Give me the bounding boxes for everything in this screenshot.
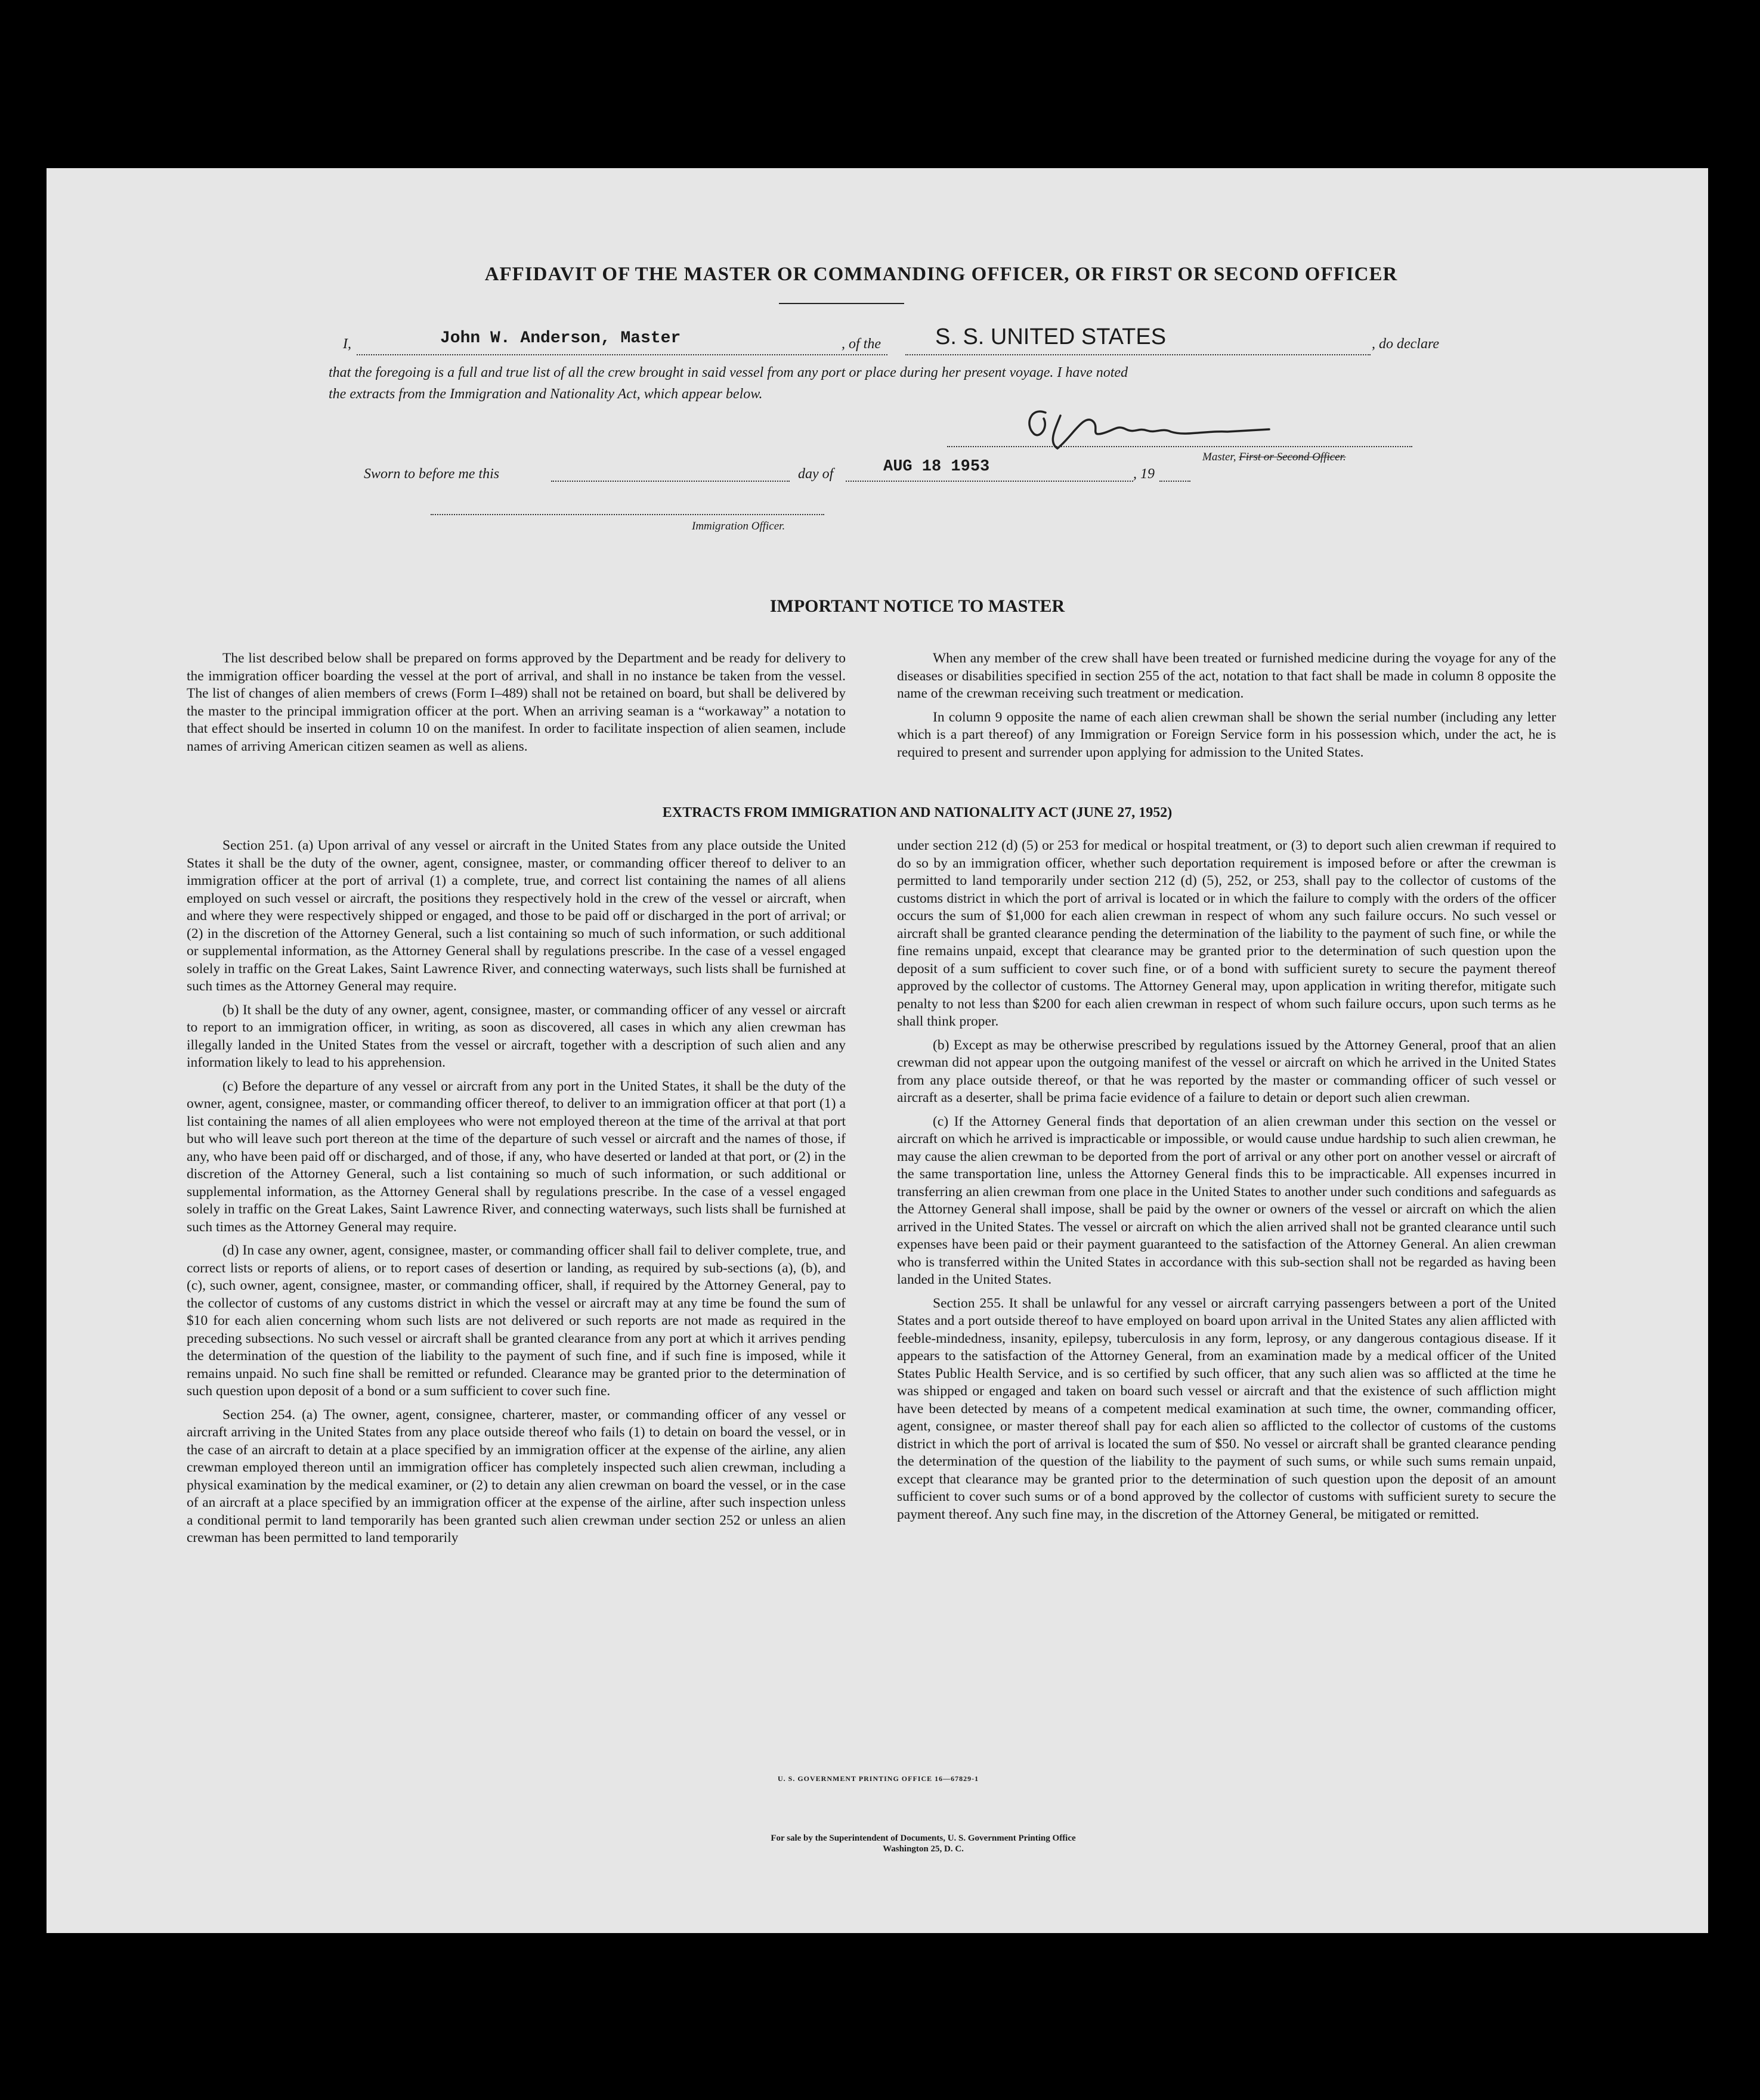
declaration-i-label: I, <box>343 336 351 352</box>
section-251-b: (b) It shall be the duty of any owner, agent, consignee, master, or commanding officer of any vessel or aircraft to report to an immigration officer, in writing, as soon as discovered, all cases in which any alien crewman has illegally landed in the United States from the vessel or aircraft, together with a description of such alien and any information likely to lead to his apprehension. <box>187 1002 846 1070</box>
declaration-body-line1: that the foregoing is a full and true list of all the crew brought in said vessel from any port or place during her present voyage. I have noted <box>329 365 1128 380</box>
title-rule <box>779 303 904 304</box>
section-251-d: (d) In case any owner, agent, consignee, master, or commanding officer shall fail to deliver complete, true, and correct lists or reports of aliens, or to report cases of desertion or landing, as required by sub-sections (a), (b), and (c), such owner, agent, consignee, master, or commanding officer, shall, if required by the Attorney General, pay to the collector of customs of any customs district in which the vessel or aircraft may at any time be found the sum of $10 for each alien concerning whom such lists are not delivered or such reports are not made as required in the preceding subsections. No such vessel or aircraft shall be granted clearance from any port at which it arrives pending the determination of the question of the liability to the payment of such fine, and if such fine is imposed, while it remains unpaid. No such fine shall be remitted or refunded. Clearance may be granted prior to the determination of such question upon deposit of a bond or a sum sufficient to cover such fine. <box>187 1243 846 1399</box>
signature-line <box>947 446 1412 447</box>
section-254-a-cont: under section 212 (d) (5) or 253 for medical or hospital treatment, or (3) to deport such alien crewman if required to do so by an immigration officer, whether such deportation requirement is imposed before or after the crewman is permitted to land temporarily under section 212 (d) (5), 252, or 253, shall pay to the collector of customs of the customs district in which the port of arrival is located or in which the failure to comply with the orders of the officer occurs the sum of $1,000 for each alien crewman in respect of whom any such failure occurs. No such vessel or aircraft shall be granted clearance pending the determination of the liability to the payment of such fine, or while the fine remains unpaid, except that clearance may be granted prior to the determination of such question upon the deposit of a sum sufficient to cover such fine, or of a bond with sufficient surety to secure the payment thereof approved by the collector of customs. The Attorney General may, upon application in writing therefor, mitigate such penalty to not less than $200 for each alien crewman in respect of whom such failure occurs, upon such terms as he shall think proper. <box>897 838 1556 1029</box>
notice-left-column <box>187 650 846 761</box>
document-page <box>47 168 1708 1933</box>
immigration-officer-line <box>431 514 824 515</box>
notice-right-paragraph-1: When any member of the crew shall have been treated or furnished medicine during the voyage for any of the diseases or disabilities specified in section 255 of the act, notation to that fact shall be made in column 8 opposite the name of the crewman receiving such treatment or medication. <box>897 651 1556 701</box>
extracts-title: EXTRACTS FROM IMMIGRATION AND NATIONALITY ACT (JUNE 27, 1952) <box>662 805 1173 820</box>
immigration-officer-label: Immigration Officer. <box>692 520 785 532</box>
printing-office-line: U. S. GOVERNMENT PRINTING OFFICE 16—67829-1 <box>778 1774 979 1783</box>
signer-title-struck: First or Second Officer. <box>1239 451 1346 463</box>
notice-right-column <box>897 650 1556 767</box>
signer-title <box>1202 451 1346 464</box>
vessel-name-line <box>905 354 1371 355</box>
section-254-a: Section 254. (a) The owner, agent, consignee, charterer, master, or commanding officer of any vessel or aircraft arriving in the United States from any place outside thereof who fails (1) to detain on board the vessel, or in the case of an aircraft to detain at a place specified by an immigration officer at the expense of the airline, any alien crewman employed thereon until an immigration officer has completely inspected such alien crewman, including a physical examination by the medical examiner, or (2) to detain any alien crewman on board the vessel, or in the case of an aircraft at a place specified by an immigration officer at the expense of the airline, after such inspection unless a conditional permit to land temporarily has been granted such alien crewman under section 252 or unless an alien crewman has been permitted to land temporarily <box>187 1407 846 1545</box>
extracts-right-column <box>897 837 1556 1529</box>
sworn-label: Sworn to before me this <box>364 466 500 482</box>
section-255: Section 255. It shall be unlawful for any vessel or aircraft carrying passengers between a port of the United States and a port outside thereof to have employed on board upon arrival in the United States any alien afflicted with feeble-mindedness, insanity, epilepsy, tuberculosis in any form, leprosy, or any dangerous contagious disease. If it appears to the satisfaction of the Attorney General, from an examination made by a medical officer of the United States Public Health Service, and is so certified by such officer, that any such alien was so afflicted at the time he was shipped or engaged and taken on board such vessel or aircraft and that the existence of such affliction might have been detected by means of a competent medical examination at such time, the owner, commanding officer, agent, consignee, or master thereof shall pay for each alien so afflicted to the collector of customs of the customs district in which the port of arrival is located the sum of $50. No vessel or aircraft shall be granted clearance pending the determination of the question of the liability to the payment of such sums, or while such sums remain unpaid, except that clearance may be granted prior to the determination of such question upon the deposit of an amount sufficient to cover such sums or of a bond approved by the collector of customs with sufficient surety to secure the payment thereof. Any such fine may, in the discretion of the Attorney General, be mitigated or remitted. <box>897 1295 1556 1522</box>
signer-title-master: Master, <box>1202 451 1239 463</box>
section-254-c: (c) If the Attorney General finds that deportation of an alien crewman under this section on the vessel or aircraft on which he arrived is impracticable or impossible, or would cause undue hardship to such alien crewman, he may cause the alien crewman to be deported from the port of arrival or any other port on another vessel or aircraft of the same transportation line, unless the Attorney General finds this to be impracticable. All expenses incurred in transferring an alien crewman from one place in the United States to another under such conditions and safeguards as the Attorney General shall impose, shall be paid by the owner or owners of the vessel or aircraft on which the alien arrived in the United States. The vessel or aircraft on which the alien arrived shall not be granted clearance until such expenses have been paid or their payment guaranteed to the satisfaction of the Attorney General. An alien crewman who is transferred within the United States in accordance with this sub-section shall not be regarded as having been landed in the United States. <box>897 1113 1556 1287</box>
date-stamp: AUG 18 1953 <box>883 458 990 476</box>
extracts-left-column <box>187 837 846 1553</box>
sworn-year-line <box>1159 481 1190 482</box>
sworn-day-line <box>551 481 790 482</box>
day-of-label: day of <box>798 466 834 482</box>
notice-left-paragraph: The list described below shall be prepared on forms approved by the Department and be ready for delivery to the immigration officer boarding the vessel at the port of arrival, and shall in no instance be taken from the vessel. The list of changes of alien members of crews (Form I–489) shall not be retained on board, but shall be delivered by the master to the principal immigration officer at the port. When an arriving seaman is a “workaway” a notation to that effect should be inserted in column 10 on the manifest. In order to facilitate inspection of alien seamen, include names of arriving American citizen seamen as well as aliens. <box>187 651 846 754</box>
notice-right-paragraph-2: In column 9 opposite the name of each alien crewman shall be shown the serial number (including any letter which is a part thereof) of any Immigration or Foreign Service form in his possession which, under the act, he is required to present and surrender upon applying for admission to the United States. <box>897 709 1556 760</box>
sworn-month-line <box>846 481 1133 482</box>
year-label: , 19 <box>1133 466 1155 482</box>
do-declare-label: , do declare <box>1372 336 1440 352</box>
of-the-label: , of the <box>842 336 881 352</box>
affidavit-title: AFFIDAVIT OF THE MASTER OR COMMANDING OFFICER, OR FIRST OR SECOND OFFICER <box>484 264 1398 285</box>
master-name-line <box>357 354 887 355</box>
section-251-a: Section 251. (a) Upon arrival of any vessel or aircraft in the United States from any place outside the United States it shall be the duty of the owner, agent, consignee, master, or commanding officer thereof to deliver to an immigration officer at the port of arrival (1) a complete, true, and correct list containing the names of all aliens employed on such vessel or aircraft, the positions they respectively hold in the crew of the vessel or aircraft, when and where they were respectively shipped or engaged, and those to be paid off or discharged in the port of arrival; or (2) in the discretion of the Attorney General, such a list containing so much of such information, or such additional or supplemental information, as the Attorney General shall by regulations prescribe. In the case of a vessel engaged solely in traffic on the Great Lakes, Saint Lawrence River, and connecting waterways, such lists shall be furnished at such times as the Attorney General may require. <box>187 838 846 994</box>
section-254-b: (b) Except as may be otherwise prescribed by regulations issued by the Attorney General, proof that an alien crewman did not appear upon the outgoing manifest of the vessel or aircraft on which he arrived in the United States from any place outside thereof, or that he was reported by the master or commanding officer of such vessel or aircraft as a deserter, shall be prima facie evidence of a failure to detain or deport such alien crewman. <box>897 1037 1556 1105</box>
notice-title: IMPORTANT NOTICE TO MASTER <box>769 596 1065 616</box>
for-sale-notice <box>583 1833 1263 1854</box>
vessel-name-field: S. S. UNITED STATES <box>935 324 1167 349</box>
for-sale-line-2: Washington 25, D. C. <box>883 1844 964 1854</box>
master-name-field: John W. Anderson, Master <box>440 329 681 348</box>
declaration-body-line2: the extracts from the Immigration and Nationality Act, which appear below. <box>329 386 763 402</box>
for-sale-line-1: For sale by the Superintendent of Documents, U. S. Government Printing Office <box>771 1833 1076 1843</box>
section-251-c: (c) Before the departure of any vessel or aircraft from any port in the United States, it shall be the duty of the owner, agent, consignee, master, or commanding officer thereof, to deliver to an immigration officer at that port (1) a list containing the names of all alien employees who were not employed thereon at the time of the arrival at that port but who will leave such port thereon at the time of the departure of such vessel or aircraft and the names of those, if any, who have been paid off or discharged, and of those, if any, who have deserted or landed at that port, or (2) in the discretion of the Attorney General, such a list containing so much of such information, or such additional or supplemental information, as the Attorney General shall by regulations prescribe. In the case of a vessel engaged solely in traffic on the Great Lakes, Saint Lawrence River, and connecting waterways, such lists shall be furnished at such times as the Attorney General may require. <box>187 1078 846 1235</box>
